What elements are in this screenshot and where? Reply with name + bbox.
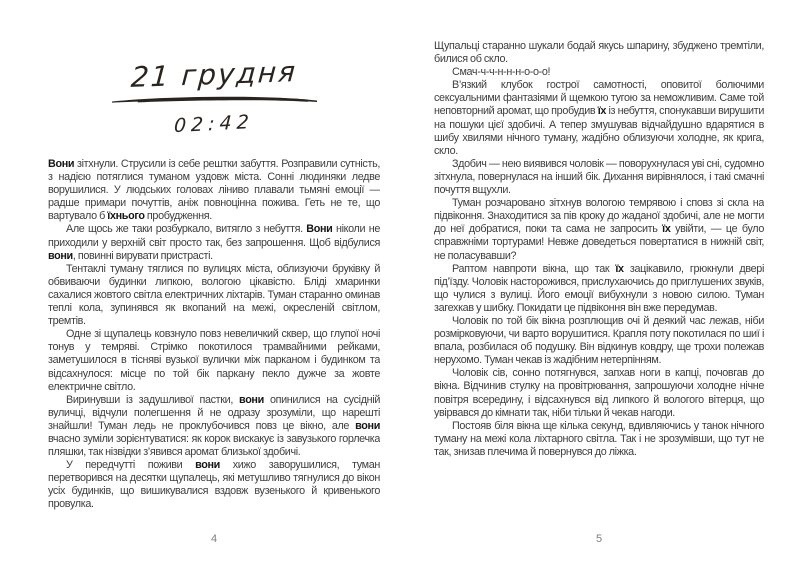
paragraph: Здобич — нею виявився чоловік — поворухнулася уві сні, судомно зітхнула, повернулася на інший бік. Дихання вирівнялося, і такі смачні почуття вщухли. (434, 157, 764, 197)
chapter-time: 02:42 (173, 110, 255, 138)
paragraph: Чоловік сів, сонно потягнувся, запхав ноги в капці, почовгав до вікна. Відчинив стулку на провітрювання, запрошуючи холодне нічне повітря всередину, і відсахнувся від липкого й вологого вітерця, що увірвався до кімнати так, ніби тільки й чекав нагоди. (434, 367, 764, 419)
right-page-number: 5 (595, 533, 603, 545)
right-page-body (434, 40, 764, 538)
left-page-number: 4 (210, 533, 218, 545)
left-page (48, 0, 380, 580)
paragraph: Щупальці старанно шукали бодай якусь шпарину, збуджено тремтіли, билися об скло. (434, 40, 764, 66)
paragraph: Виринувши із задушливої пастки, вони опинилися на сусідній вуличці, відчули полегшення й не одразу зрозуміли, що нарешті знайшли! Туман ледь не проклубочився повз це вікно, але вони вчасно зуміли зорієнтуватися: як корок вискакує із завузького горлечка пляшки, так нізвідки з’явився аромат близької здобичі. (48, 393, 380, 459)
paragraph: Але щось же таки розбуркало, витягло з небуття. Вони ніколи не приходили у верхній світ просто так, без запрошення. Щоб відбулися вони, повинні вирувати пристрасті. (48, 223, 380, 262)
paragraph: Вони зітхнули. Струсили із себе рештки забуття. Розправили сутність, з надією потяглися туманом уздовж міста. Сонні людиняки ледве ворушилися. У людських головах ліниво плавали тьмяні емоції — радше примари почуттів, аніж повноцінна пожива. Геть не те, що вартувало б їхнього пробудження. (48, 158, 380, 223)
chapter-header (48, 55, 380, 138)
right-page (434, 0, 764, 580)
paragraph: Туман розчаровано зітхнув вологою темрявою і сповз зі скла на підвіконня. Знаходитися за пів кроку до жаданої здобичі, але не могти до неї добратися, поки та сама не запросить їх увійти, — це було справжніми тортурами! Невже доведеться повертатися в нижній світ, не поласувавши? (434, 197, 764, 262)
paragraph: В’язкий клубок гострої самотності, оповитої болючими сексуальними фантазіями й щемкою тугою за неможливим. Саме той неповторний аромат, що пробудив їх із небуття, спонукавши вирушити на пошуки цієї здобичі. А тепер змушував відчайдушно вдарятися в шибу хвилями нічного туману, жадібно облизуючи холодне, як крига, скло. (434, 79, 764, 157)
paragraph: Одне зі щупалець ковзнуло повз невеличкий сквер, що глупої ночі тонув у темряві. Стрімко покотилося трамвайними рейками, заметушилося в тісняві вузької вулички між парканом і будинком та відсахнулося: місце по той бік паркану пекло дужче за жовте електричне світло. (48, 328, 380, 393)
brush-underline-icon (112, 93, 317, 107)
paragraph: Чоловік по той бік вікна розплющив очі й деякий час лежав, ніби розмірковуючи, чи варто ворушитися. Крапля поту покотилася по шиї і впала, розбилася об подушку. Він відкинув ковдру, ще трохи полежав нерухомо. Туман чекав із жадібним нетерпінням. (434, 314, 764, 367)
chapter-date: 21 грудня (129, 55, 299, 94)
paragraph: Смач-ч-ч-н-н-н-о-о-о! (452, 66, 551, 79)
paragraph: Раптом навпроти вікна, що так їх зацікавило, грюкнули двері під’їзду. Чоловік насторожився, прислухаючись до приглушених звуків, що чулися з вулиці. Його емоції вибухнули з новою силою. Туман загехкав у шибку. Покидати це підвіконня він вже передумав. (434, 262, 764, 314)
paragraph: Постояв біля вікна ще кілька секунд, вдивляючись у танок нічного туману на межі кола ліхтарного світла. Так і не зрозумівши, що тут не так, знизав плечима й повернувся до ліжка. (434, 419, 764, 458)
left-page-body (48, 158, 380, 530)
paragraph: Тентаклі туману тяглися по вулицях міста, облизуючи бруківку й обвиваючи будинки липкою, вологою цікавістю. Бліді хмаринки сахалися жовтого світла електричних ліхтарів. Туман старанно оминав теплі кола, зупинявся як вкопаний на межі, окресленій світлом, тремтів. (48, 262, 380, 328)
paragraph: У передчутті поживи вони хижо заворушилися, туман перетворився на десятки щупалець, які метушливо тягнулися до вікон усіх будинків, що вишикувалися вздовж вузенького й кривенького провулка. (48, 459, 380, 511)
